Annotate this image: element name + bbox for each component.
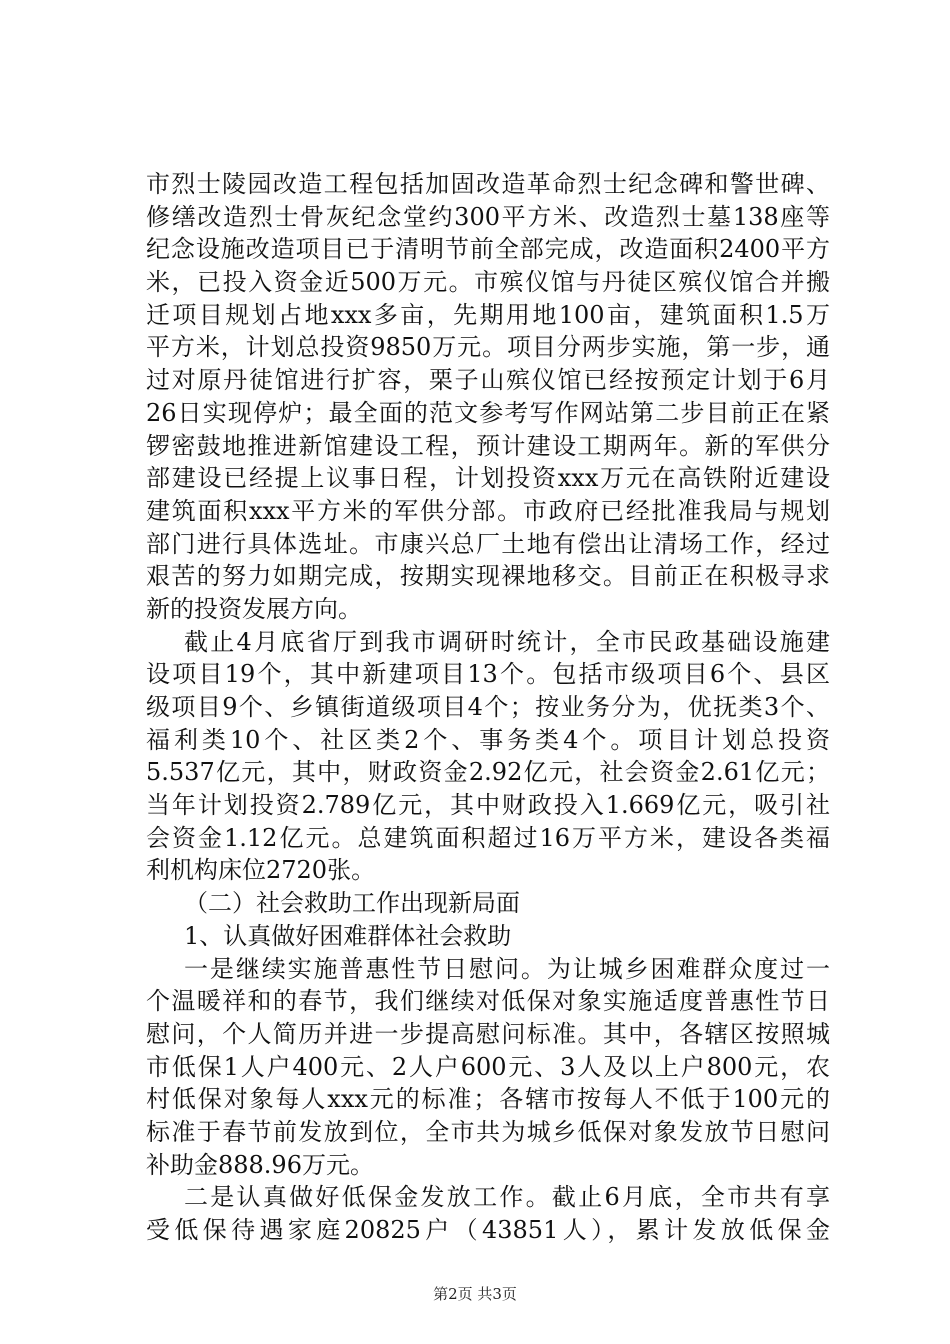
page-footer: 第2页 共3页 [433, 1285, 517, 1303]
text-line: 利机构床位2720张。 [146, 856, 376, 885]
text-line: 市烈士陵园改造工程包括加固改造革命烈士纪念碑和警世碑、 [146, 170, 830, 198]
text-line: 平方米，计划总投资9850万元。项目分两步实施，第一步，通 [146, 333, 830, 362]
text-line: 级项目9个、乡镇街道级项目4个；按业务分为，优抚类3个、 [146, 693, 830, 721]
document-body [146, 168, 830, 1247]
text-line: （二）社会救助工作出现新局面 [184, 889, 520, 918]
text-line: 福利类10个、社区类2个、事务类4个。项目计划总投资 [146, 725, 830, 754]
text-line: 截止4月底省厅到我市调研时统计，全市民政基础设施建 [184, 627, 830, 656]
text-line: 标准于春节前发放到位，全市共为城乡低保对象发放节日慰问 [146, 1117, 830, 1146]
text-line: 二是认真做好低保金发放工作。截止6月底，全市共有享 [184, 1183, 830, 1212]
text-line: 受低保待遇家庭20825户（43851人），累计发放低保金 [146, 1216, 830, 1244]
text-line: 设项目19个，其中新建项目13个。包括市级项目6个、县区 [146, 660, 830, 689]
text-line: 过对原丹徒馆进行扩容，栗子山殡仪馆已经按预定计划于6月 [146, 366, 830, 395]
text-line: 部建设已经提上议事日程，计划投资xxx万元在高铁附近建设 [146, 464, 830, 493]
text-line: 当年计划投资2.789亿元，其中财政投入1.669亿元，吸引社 [146, 791, 830, 820]
text-line: 一是继续实施普惠性节日慰问。为让城乡困难群众度过一 [184, 954, 830, 983]
text-line: 修缮改造烈士骨灰纪念堂约300平方米、改造烈士墓138座等 [146, 202, 830, 231]
text-line: 艰苦的努力如期完成，按期实现裸地移交。目前正在积极寻求 [146, 562, 830, 591]
text-line: 纪念设施改造项目已于清明节前全部完成，改造面积2400平方 [146, 235, 830, 264]
text-line: 市低保1人户400元、2人户600元、3人及以上户800元，农 [146, 1052, 830, 1081]
text-line: 1、认真做好困难群体社会救助 [184, 921, 512, 950]
text-line: 村低保对象每人xxx元的标准；各辖市按每人不低于100元的 [146, 1085, 830, 1114]
text-line: 会资金1.12亿元。总建筑面积超过16万平方米，建设各类福 [146, 823, 830, 852]
text-line: 米，已投入资金近500万元。市殡仪馆与丹徒区殡仪馆合并搬 [146, 268, 830, 297]
text-line: 迁项目规划占地xxx多亩，先期用地100亩，建筑面积1.5万 [146, 300, 830, 329]
text-line: 慰问，个人简历并进一步提高慰问标准。其中，各辖区按照城 [146, 1019, 830, 1048]
text-line: 个温暖祥和的春节，我们继续对低保对象实施适度普惠性节日 [146, 987, 830, 1016]
text-line: 26日实现停炉；最全面的范文参考写作网站第二步目前正在紧 [146, 398, 830, 427]
text-line: 锣密鼓地推进新馆建设工程，预计建设工期两年。新的军供分 [146, 431, 830, 460]
text-line: 新的投资发展方向。 [146, 594, 362, 623]
text-line: 部门进行具体选址。市康兴总厂土地有偿出让清场工作，经过 [146, 529, 830, 558]
text-line: 5.537亿元，其中，财政资金2.92亿元，社会资金2.61亿元； [146, 758, 830, 787]
text-line: 建筑面积xxx平方米的军供分部。市政府已经批准我局与规划 [146, 496, 830, 525]
text-line: 补助金888.96万元。 [146, 1150, 374, 1179]
